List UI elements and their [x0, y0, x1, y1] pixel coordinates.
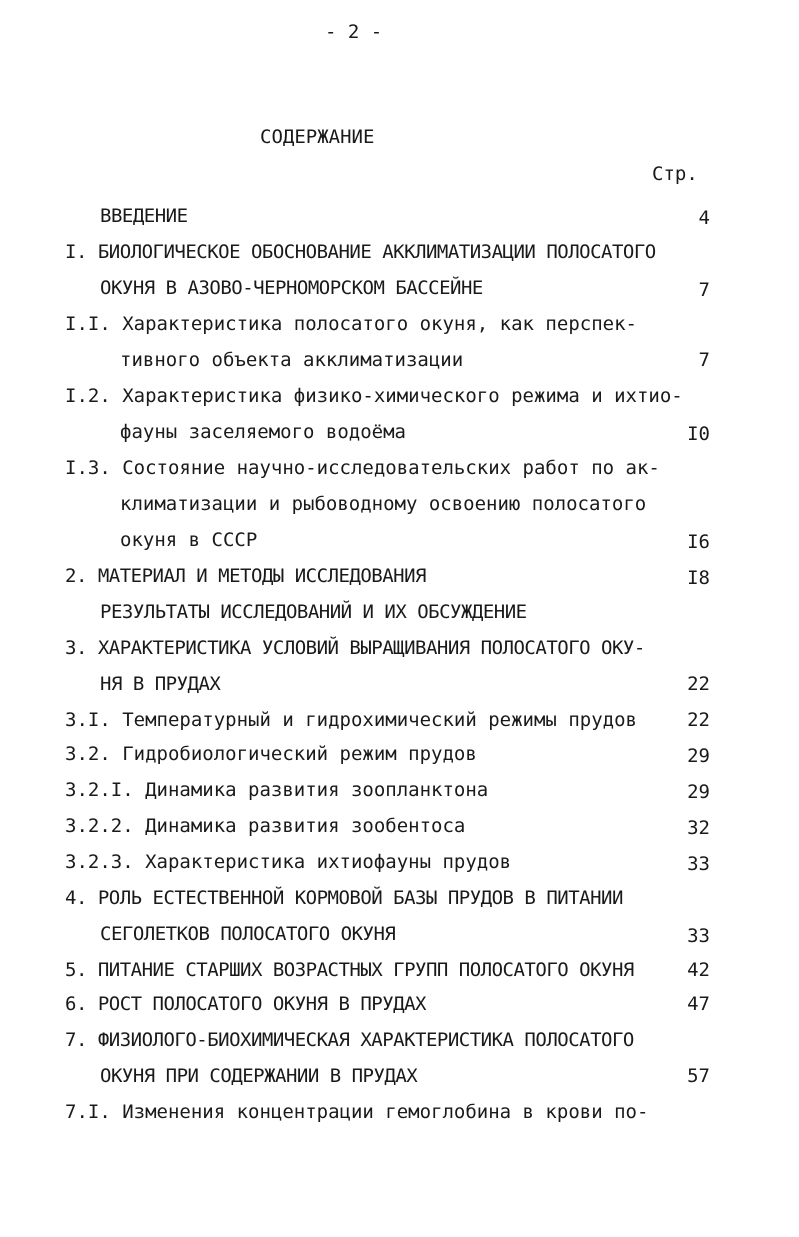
toc-line: I. БИОЛОГИЧЕСКОЕ ОБОСНОВАНИЕ АККЛИМАТИЗАЦИИ ПОЛОСАТОГО — [65, 241, 656, 263]
toc-line: 4. РОЛЬ ЕСТЕСТВЕННОЙ КОРМОВОЙ БАЗЫ ПРУДОВ В ПИТАНИИ — [65, 887, 623, 909]
toc-line: 3.2.3. Характеристика ихтиофауны прудов — [65, 851, 512, 873]
toc-page-number: 29 — [687, 781, 710, 803]
toc-line: НЯ В ПРУДАХ — [100, 673, 221, 695]
toc-page-number: 42 — [687, 959, 710, 981]
toc-line: 3.2.I. Динамика развития зоопланктона — [65, 779, 489, 801]
toc-line: 3. ХАРАКТЕРИСТИКА УСЛОВИЙ ВЫРАЩИВАНИЯ ПОЛОСАТОГО ОКУ- — [65, 637, 645, 659]
toc-line: окуня в СССР — [120, 529, 258, 551]
toc-line: 7. ФИЗИОЛОГО-БИОХИМИЧЕСКАЯ ХАРАКТЕРИСТИКА ПОЛОСАТОГО — [65, 1029, 634, 1051]
toc-line: СЕГОЛЕТКОВ ПОЛОСАТОГО ОКУНЯ — [100, 923, 396, 945]
toc-line: 3.2. Гидробиологический режим прудов — [65, 743, 477, 765]
toc-page-number: I0 — [687, 423, 710, 445]
toc-page-number: I6 — [687, 531, 710, 553]
toc-line: 3.I. Температурный и гидрохимический режимы прудов — [65, 709, 637, 731]
toc-page-number: I8 — [687, 567, 710, 589]
toc-page-number: 47 — [687, 993, 710, 1015]
toc-line: 5. ПИТАНИЕ СТАРШИХ ВОЗРАСТНЫХ ГРУПП ПОЛОСАТОГО ОКУНЯ — [65, 959, 634, 981]
toc-page-number: 7 — [698, 279, 710, 301]
toc-page-number: 33 — [687, 853, 710, 875]
toc-line: ВВЕДЕНИЕ — [100, 205, 188, 227]
page-number: - 2 - — [325, 21, 383, 43]
page-column-label: Стр. — [652, 163, 698, 185]
toc-page-number: 32 — [687, 817, 710, 839]
toc-page-number: 33 — [687, 925, 710, 947]
toc-line: I.2. Характеристика физико-химического режима и ихтио- — [65, 385, 683, 407]
toc-page-number: 7 — [698, 349, 710, 371]
toc-line: I.I. Характеристика полосатого окуня, как перспек- — [65, 313, 637, 335]
toc-line: ОКУНЯ В АЗОВО-ЧЕРНОМОРСКОМ БАССЕЙНЕ — [100, 277, 483, 299]
toc-line: ОКУНЯ ПРИ СОДЕРЖАНИИ В ПРУДАХ — [100, 1065, 418, 1087]
toc-line: 6. РОСТ ПОЛОСАТОГО ОКУНЯ В ПРУДАХ — [65, 993, 426, 1015]
toc-line: 2. МАТЕРИАЛ И МЕТОДЫ ИССЛЕДОВАНИЯ — [65, 565, 426, 587]
contents-title: СОДЕРЖАНИЕ — [260, 126, 375, 148]
toc-line: 7.I. Изменения концентрации гемоглобина в крови по- — [65, 1101, 649, 1123]
toc-page-number: 22 — [687, 673, 710, 695]
toc-line: I.3. Состояние научно-исследовательских работ по ак- — [65, 457, 660, 479]
toc-line: 3.2.2. Динамика развития зообентоса — [65, 815, 466, 837]
toc-line: фауны заселяемого водоёма — [120, 421, 406, 443]
toc-page-number: 29 — [687, 745, 710, 767]
toc-page-number: 4 — [698, 207, 710, 229]
toc-page-number: 57 — [687, 1065, 710, 1087]
toc-line: климатизации и рыбоводному освоению полосатого — [120, 493, 647, 515]
toc-line: тивного объекта акклиматизации — [120, 349, 464, 371]
toc-page-number: 22 — [687, 709, 710, 731]
toc-line: РЕЗУЛЬТАТЫ ИССЛЕДОВАНИЙ И ИХ ОБСУЖДЕНИЕ — [100, 601, 527, 623]
